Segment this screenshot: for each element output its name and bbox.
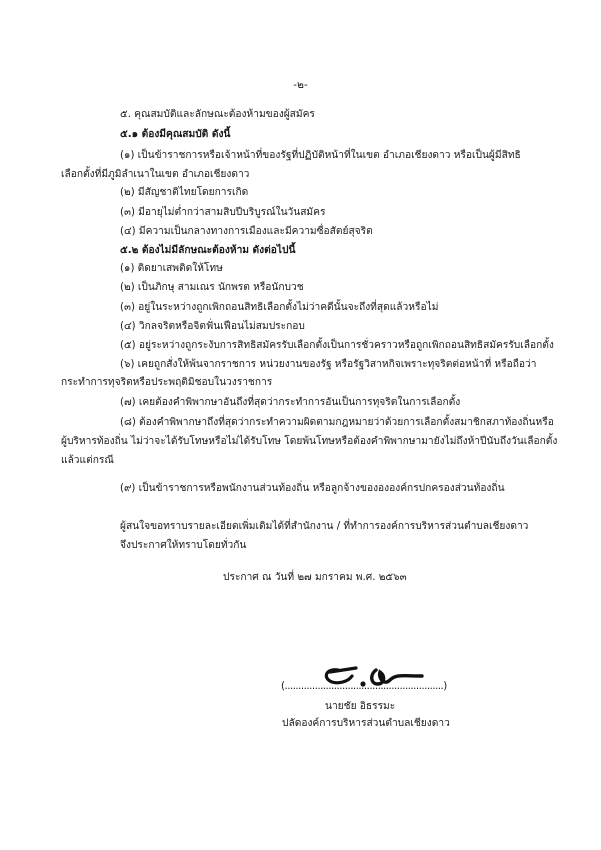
- closing-line: จึงประกาศให้ทราบโดยทั่วกัน: [120, 540, 247, 551]
- prohibition-item: (๔) วิกลจริตหรือจิตฟั่นเฟือนไม่สมประกอบ: [120, 321, 305, 332]
- prohibition-item-cont: แล้วแต่กรณี: [61, 455, 114, 466]
- qualification-item: (๔) มีความเป็นกลางทางการเมืองและมีความซื่อสัตย์สุจริต: [120, 226, 373, 237]
- prohibition-item: (๗) เคยต้องคำพิพากษาอันถึงที่สุดว่ากระทำการอันเป็นการทุจริตในการเลือกตั้ง: [120, 397, 461, 408]
- prohibition-item: (๓) อยู่ในระหว่างถูกเพิกถอนสิทธิเลือกตั้งไม่ว่าคดีนั้นจะถึงที่สุดแล้วหรือไม่: [120, 302, 439, 313]
- signature-line: (..........................................................): [281, 681, 447, 692]
- prohibition-item: (๒) เป็นภิกษุ สามเณร นักพรต หรือนักบวช: [120, 282, 304, 293]
- section-heading: ๕. คุณสมบัติและลักษณะต้องห้ามของผู้สมัคร: [120, 109, 315, 120]
- prohibitions-heading: ๕.๒ ต้องไม่มีลักษณะต้องห้าม ดังต่อไปนี้: [120, 245, 296, 256]
- contact-line: ผู้สนใจขอทราบรายละเอียดเพิ่มเติมได้ที่สำนักงาน / ที่ทำการองค์การบริหารส่วนตำบลเชียงดาว: [120, 521, 529, 532]
- prohibition-item-cont: กระทำการทุจริตหรือประพฤติมิชอบในวงราชการ: [61, 377, 273, 388]
- announcement-date: ประกาศ ณ วันที่ ๒๗ มกราคม พ.ศ. ๒๕๖๓: [223, 572, 407, 583]
- prohibition-item: (๕) อยู่ระหว่างถูกระงับการสิทธิสมัครรับเลือกตั้งเป็นการชั่วคราวหรือถูกเพิกถอนสิทธิสมัครรับเลือกตั้ง: [120, 340, 554, 351]
- qualification-item: (๒) มีสัญชาติไทยโดยการเกิด: [120, 187, 249, 198]
- signatory-name: นายชัย อิธรรมะ: [325, 701, 396, 712]
- prohibition-item: (๙) เป็นข้าราชการหรือพนักงานส่วนท้องถิ่น หรือลูกจ้างของององค์กรปกครองส่วนท้องถิ่น: [120, 483, 505, 494]
- qualification-item-cont: เลือกตั้งที่มีภูมิลำเนาในเขต อำเภอเชียงดาว: [61, 169, 250, 180]
- page-number: -๒-: [293, 79, 308, 91]
- prohibition-item-cont: ผู้บริหารท้องถิ่น ไม่ว่าจะได้รับโทษหรือไม่ได้รับโทษ โดยพ้นโทษหรือต้องคำพิพากษามายังไม่ถึงห้าปีนับถึงวันเลือกตั้ง: [61, 436, 558, 447]
- prohibition-item: (๑) ติดยาเสพติดให้โทษ: [120, 263, 223, 274]
- signatory-position: ปลัดองค์การบริหารส่วนตำบลเชียงดาว: [282, 718, 450, 729]
- prohibition-item: (๖) เคยถูกสั่งให้พ้นจากราชการ หน่วยงานของรัฐ หรือรัฐวิสาหกิจเพราะทุจริตต่อหน้าที่ หรือถือว่า: [120, 359, 537, 370]
- prohibition-item: (๘) ต้องคำพิพากษาถึงที่สุดว่ากระทำความผิดตามกฎหมายว่าด้วยการเลือกตั้งสมาชิกสภาท้องถิ่นหรือ: [120, 417, 554, 428]
- qualifications-heading: ๕.๑ ต้องมีคุณสมบัติ ดังนี้: [120, 129, 231, 140]
- qualification-item: (๑) เป็นข้าราชการหรือเจ้าหน้าที่ของรัฐที่ปฏิบัติหน้าที่ในเขต อำเภอเชียงดาว หรือเป็นผู้มีสิทธิ: [120, 150, 521, 161]
- qualification-item: (๓) มีอายุไม่ต่ำกว่าสามสิบปีบริบูรณ์ในวันสมัคร: [120, 207, 326, 218]
